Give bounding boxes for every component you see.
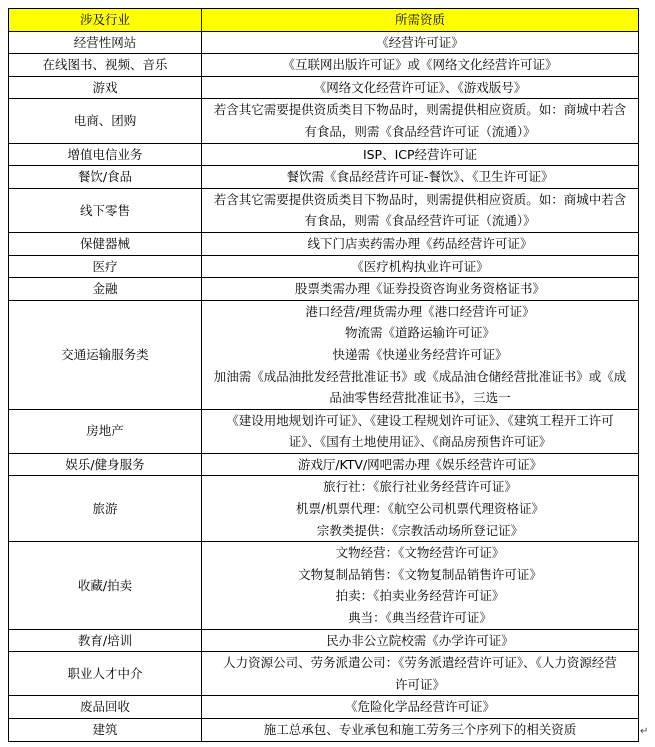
table-row — [9, 31, 639, 54]
industry-cell: 电商、团购 — [9, 99, 202, 143]
industry-cell: 房地产 — [9, 409, 202, 453]
qualification-cell — [202, 166, 639, 189]
table-row — [9, 719, 639, 742]
industry-cell: 废品回收 — [9, 696, 202, 719]
qualification-cell — [202, 278, 639, 301]
qualification-line: 机票/机票代理：《航空公司机票代理资格证》 — [296, 501, 544, 517]
table-row — [9, 188, 639, 232]
qualification-line: 《医疗机构执业许可证》 — [351, 258, 489, 274]
table-row — [9, 476, 639, 542]
qualification-cell — [202, 54, 639, 77]
qualification-line: 文物复制品销售：《文物复制品销售许可证》 — [298, 566, 542, 582]
qualification-line: 股票类需办理《证券投资咨询业务资格证书》 — [294, 281, 545, 297]
industry-cell: 在线图书、视频、音乐 — [9, 54, 202, 77]
table-row — [9, 652, 639, 696]
qualification-line: 加油需《成品油批发经营批准证书》或《成品油仓储经营批准证书》或《成 — [213, 368, 627, 384]
industry-cell: 游戏 — [9, 76, 202, 99]
qualification-line: 物流需《道路运输许可证》 — [344, 325, 495, 341]
industry-cell: 医疗 — [9, 255, 202, 278]
table-row — [9, 542, 639, 629]
table-row — [9, 232, 639, 255]
qualification-line: 线下门店卖药需办理《药品经营许可证》 — [307, 235, 533, 251]
qualification-line: 若含其它需要提供资质类目下物品时，则需提供相应资质。如：商城中若含 — [213, 102, 627, 118]
qualification-cell — [202, 188, 639, 232]
qualification-line: 民办非公立院校需《办学许可证》 — [326, 632, 514, 648]
qualification-cell — [202, 696, 639, 719]
qualification-line: 拍卖：《拍卖业务经营许可证》 — [335, 588, 505, 604]
industry-cell: 旅游 — [9, 476, 202, 542]
table-row — [9, 166, 639, 189]
qualification-line: 游戏厅/KTV/网吧需办理《娱乐经营许可证》 — [297, 456, 543, 472]
qualification-cell — [202, 542, 639, 629]
industry-cell: 建筑 — [9, 719, 202, 742]
qualification-cell — [202, 629, 639, 652]
qualification-line: 《建设用地规划许可证》、《建设工程规划许可证》、《建筑工程开工许可 — [226, 412, 614, 428]
industry-cell: 交通运输服务类 — [9, 300, 202, 409]
qualification-cell — [202, 476, 639, 542]
qualification-line: 旅行社：《旅行社业务经营许可证》 — [323, 479, 517, 495]
table-row — [9, 54, 639, 77]
industry-cell: 职业人才中介 — [9, 652, 202, 696]
qualification-cell — [202, 99, 639, 143]
qualification-cell — [202, 255, 639, 278]
qualification-cell — [202, 31, 639, 54]
qualification-line: 人力资源公司、劳务派遣公司：《劳务派遣经营许可证》、《人力资源经营 — [223, 655, 617, 671]
header-industry: 涉及行业 — [9, 9, 202, 32]
qualification-line: 若含其它需要提供资质类目下物品时，则需提供相应资质。如：商城中若含 — [213, 191, 627, 207]
table-row — [9, 629, 639, 652]
qualification-cell — [202, 409, 639, 453]
industry-cell: 教育/培训 — [9, 629, 202, 652]
table-row — [9, 278, 639, 301]
table-row — [9, 409, 639, 453]
qualification-line: 《危险化学品经营许可证》 — [344, 699, 495, 715]
qualification-cell — [202, 143, 639, 166]
industry-cell: 收藏/拍卖 — [9, 542, 202, 629]
industry-cell: 增值电信业务 — [9, 143, 202, 166]
table-row — [9, 76, 639, 99]
table-row — [9, 453, 639, 476]
industry-cell: 经营性网站 — [9, 31, 202, 54]
industry-cell: 餐饮/食品 — [9, 166, 202, 189]
qualification-line: 典当：《典当经营许可证》 — [348, 610, 492, 626]
qualification-line: ISP、ICP经营许可证 — [362, 146, 478, 162]
table-row — [9, 143, 639, 166]
qualification-line: 港口经营/理货需办理《港口经营许可证》 — [305, 303, 535, 319]
table-row — [9, 99, 639, 143]
qualification-cell — [202, 232, 639, 255]
qualification-line: 施工总承包、专业承包和施工劳务三个序列下的相关资质 — [263, 722, 577, 737]
qualification-cell — [202, 76, 639, 99]
industry-cell: 线下零售 — [9, 188, 202, 232]
industry-cell: 金融 — [9, 278, 202, 301]
table-row — [9, 255, 639, 278]
qualification-cell — [202, 300, 639, 409]
qualification-table — [8, 8, 639, 742]
qualification-cell — [202, 652, 639, 696]
table-row — [9, 696, 639, 719]
industry-cell: 保健器械 — [9, 232, 202, 255]
qualification-line: 有食品，则需《食品经营许可证（流通）》 — [304, 123, 536, 139]
qualification-line: 宗教类提供：《宗教活动场所登记证》 — [316, 522, 524, 538]
qualification-line: 餐饮需《食品经营许可证-餐饮》、《卫生许可证》 — [286, 169, 554, 185]
qualification-line: 《经营许可证》 — [376, 34, 464, 50]
header-row — [9, 9, 639, 32]
qualification-line: 《互联网出版许可证》或《网络文化经营许可证》 — [282, 57, 558, 73]
qualification-line: 证》、《国有土地使用证》、《商品房预售许可证》 — [288, 434, 552, 450]
qualification-cell — [202, 719, 639, 742]
qualification-cell — [202, 453, 639, 476]
paragraph-mark: ↵ — [640, 726, 649, 737]
qualification-line: 《网络文化经营许可证》、《游戏版号》 — [313, 79, 527, 95]
industry-cell: 娱乐/健身服务 — [9, 453, 202, 476]
qualification-line: 文物经营：《文物经营许可证》 — [335, 545, 505, 561]
qualification-line: 快递需《快递业务经营许可证》 — [332, 346, 508, 362]
qualification-line: 许可证》 — [394, 676, 445, 692]
header-qualification: 所需资质 — [202, 9, 639, 32]
qualification-line: 有食品，则需《食品经营许可证（流通）》 — [304, 213, 536, 229]
table-row — [9, 300, 639, 409]
table-body — [9, 31, 639, 741]
qualification-line: 品油零售经营批准证书》，三选一 — [329, 390, 511, 406]
